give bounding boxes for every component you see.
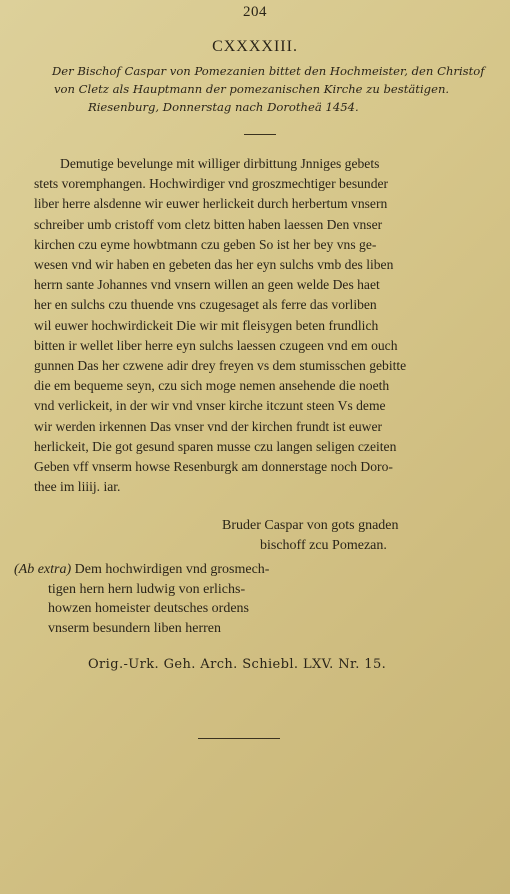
body-line: kirchen czu eyme howbtmann czu geben So ist her bey vns ge-: [34, 236, 377, 252]
address-line: tigen hern hern ludwig von erlichs-: [48, 581, 246, 597]
address-label: (Ab extra): [14, 562, 72, 577]
letter-body: [34, 154, 494, 497]
summary-line: Der Bischof Caspar von Pomezanien bittet den Hochmeister, den Christof: [52, 64, 485, 78]
body-line: liber herre alsdenne wir euwer herlickeit durch herbertum vnsern: [34, 196, 388, 212]
address-line: Dem hochwirdigen vnd grosmech-: [74, 562, 270, 577]
separator-rule: [244, 134, 276, 135]
signature-line: Bruder Caspar von gots gnaden: [222, 518, 399, 533]
body-line: herrn sante Johannes vnd vnsern willen an geen welde Des haet: [34, 277, 380, 293]
signature-line: bischoff zcu Pomezan.: [260, 538, 387, 553]
body-line: Geben vff vnserm howse Resenburgk am donnerstage noch Doro-: [34, 459, 393, 475]
body-line: stets voremphangen. Hochwirdiger vnd groszmechtiger besunder: [34, 176, 389, 192]
body-line: her en sulchs czu thuende vns czugesaget als ferre das vorliben: [34, 297, 377, 313]
address-block: [14, 560, 374, 638]
signature-block: [222, 516, 482, 556]
body-line: wir werden irkennen Das vnser vnd der kirchen frundt ist euwer: [34, 418, 383, 434]
body-line: vnd verlickeit, in der wir vnd vnser kirche itczunt steen Vs deme: [34, 398, 386, 414]
summary-line: von Cletz als Hauptmann der pomezanischen Kirche zu bestätigen.: [54, 82, 450, 96]
address-line: howzen homeister deutsches ordens: [48, 601, 249, 616]
body-line: schreiber umb cristoff vom cletz bitten haben laessen Den vnser: [34, 216, 383, 232]
end-rule: [198, 738, 280, 739]
document-number: CXXXXIII.: [212, 38, 298, 55]
document-summary: [52, 62, 485, 116]
body-line: herlickeit, Die got gesund sparen musse czu langen seligen czeiten: [34, 438, 397, 454]
body-line: die em bequeme seyn, czu sich moge nemen ansehende die noeth: [34, 378, 390, 394]
body-line: wesen vnd wir haben en gebeten das her eyn sulchs vmb des liben: [34, 257, 394, 273]
address-line: vnserm besundern liben herren: [48, 620, 221, 636]
body-line: thee im liiij. iar.: [34, 479, 121, 495]
summary-line: Riesenburg, Donnerstag nach Dorotheä 1454.: [88, 100, 359, 114]
body-line: bitten ir wellet liber herre eyn sulchs laessen czugeen vnd em ouch: [34, 337, 398, 353]
body-line: gunnen Das her czwene adir drey freyen vs dem stumisschen gebitte: [34, 358, 407, 374]
source-citation: Orig.-Urk. Geh. Arch. Schiebl. LXV. Nr. 15.: [88, 657, 387, 672]
body-line: Demutige bevelunge mit williger dirbittung Jnniges gebets: [60, 156, 380, 171]
body-line: wil euwer hochwirdickeit Die wir mit fleisygen beten frundlich: [34, 317, 379, 333]
address-first-line: [14, 560, 374, 580]
page-number: 204: [243, 4, 267, 20]
